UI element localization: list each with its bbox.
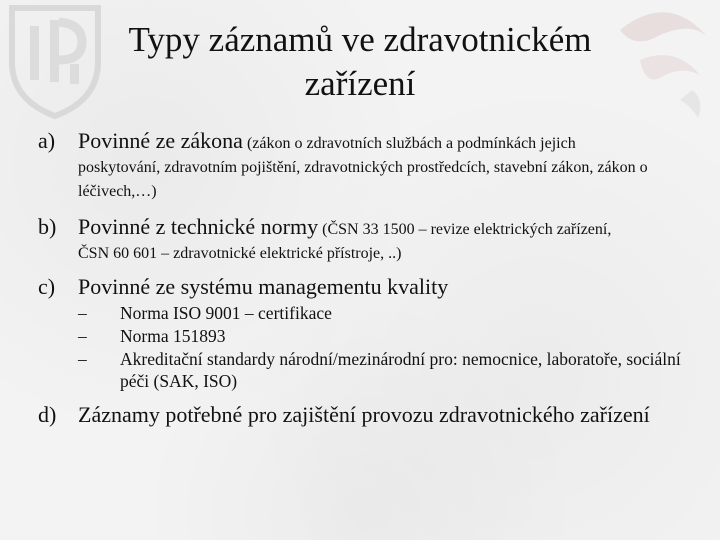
item-detail-continued: poskytování, zdravotním pojištění, zdravotnických prostředcích, stavební zákon, zákon o léčivech,…) [78,159,648,200]
sub-list-item [78,348,703,392]
item-heading: Povinné ze systému managementu kvality [78,274,449,299]
item-detail-continued: ČSN 60 601 – zdravotnické elektrické přístroje, ..) [78,245,402,262]
item-detail-inline: (ČSN 33 1500 – revize elektrických zařízení, [322,221,612,238]
list-item-c [38,274,703,392]
item-detail-inline: (zákon o zdravotních službách a podmínkách jejich [246,135,576,152]
dash-marker: – [78,303,87,323]
sub-list [78,302,703,392]
list-marker: c) [38,274,56,299]
dash-marker: – [78,349,87,369]
list-item-b [38,214,703,266]
list-marker: a) [38,128,56,153]
sub-item-text: Akreditační standardy národní/mezinárodní pro: nemocnice, laboratoře, sociální péči (SAK, ISO) [120,349,681,391]
title-line-1: Typy záznamů ve zdravotnickém [128,20,592,59]
item-heading: Záznamy potřebné pro zajištění provozu zdravotnického zařízení [78,402,650,427]
sub-item-text: Norma ISO 9001 – certifikace [120,303,332,323]
title-line-2: zařízení [304,64,416,103]
item-heading: Povinné ze zákona [78,128,243,153]
sub-item-text: Norma 151893 [120,326,226,346]
list-item-d [38,402,703,428]
dash-marker: – [78,326,87,346]
list-marker: b) [38,214,57,239]
slide-content [38,128,703,428]
slide-title [80,18,640,106]
item-heading: Povinné z technické normy [78,214,319,239]
list-item-a [38,128,703,204]
sub-list-item [78,325,703,347]
sub-list-item [78,302,703,324]
list-marker: d) [38,402,57,427]
